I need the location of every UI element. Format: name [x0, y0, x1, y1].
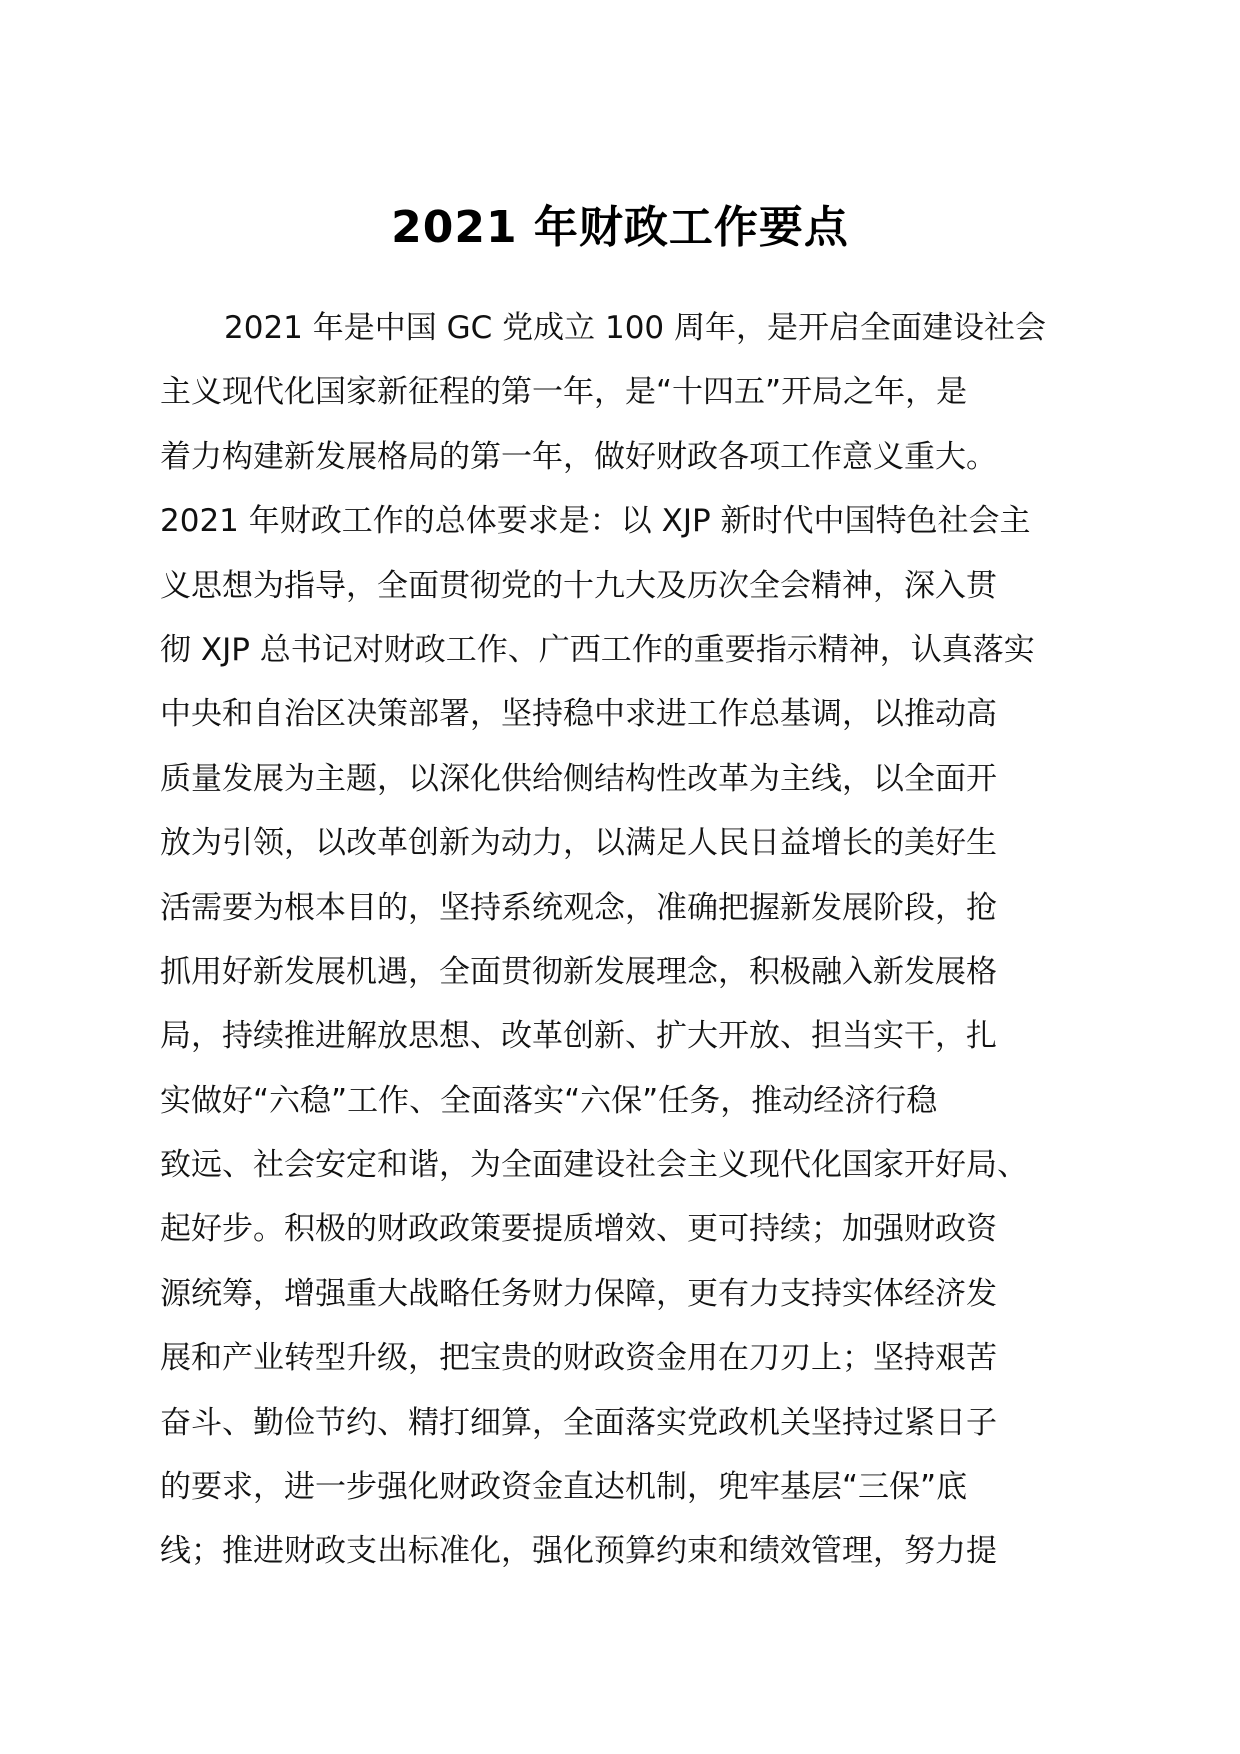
body-line: 放为引领，以改革创新为动力，以满足人民日益增长的美好生	[160, 825, 997, 862]
body-line: 致远、社会安定和谐，为全面建设社会主义现代化国家开好局、	[160, 1147, 1028, 1184]
body-line: 的要求，进一步强化财政资金直达机制，兜牢基层“三保”底	[160, 1469, 968, 1506]
body-line: 起好步。积极的财政政策要提质增效、更可持续；加强财政资	[160, 1211, 997, 1248]
document-title: 2021 年财政工作要点	[391, 202, 849, 253]
body-line: 质量发展为主题，以深化供给侧结构性改革为主线，以全面开	[160, 760, 997, 797]
body-line: 主义现代化国家新征程的第一年，是“十四五”开局之年，是	[160, 374, 968, 411]
body-line: 局，持续推进解放思想、改革创新、扩大开放、担当实干，扎	[160, 1018, 997, 1055]
body-line: 2021 年财政工作的总体要求是：以 XJP 新时代中国特色社会主	[160, 503, 1031, 540]
body-line: 活需要为根本目的，坚持系统观念，准确把握新发展阶段，抢	[160, 889, 997, 926]
body-line: 义思想为指导，全面贯彻党的十九大及历次全会精神，深入贯	[160, 567, 997, 604]
body-line: 着力构建新发展格局的第一年，做好财政各项工作意义重大。	[160, 438, 997, 475]
body-line: 实做好“六稳”工作、全面落实“六保”任务，推动经济行稳	[160, 1082, 938, 1119]
body-line: 源统筹，增强重大战略任务财力保障，更有力支持实体经济发	[160, 1275, 997, 1312]
document-body	[160, 296, 1120, 1584]
body-line: 中央和自治区决策部署，坚持稳中求进工作总基调，以推动高	[160, 696, 997, 733]
body-line: 线；推进财政支出标准化，强化预算约束和绩效管理，努力提	[160, 1533, 997, 1570]
body-line: 2021 年是中国 GC 党成立 100 周年，是开启全面建设社会	[224, 310, 1046, 346]
body-line: 奋斗、勤俭节约、精打细算，全面落实党政机关坚持过紧日子	[160, 1404, 997, 1441]
body-line: 抓用好新发展机遇，全面贯彻新发展理念，积极融入新发展格	[160, 953, 997, 990]
body-line: 展和产业转型升级，把宝贵的财政资金用在刀刃上；坚持艰苦	[160, 1340, 997, 1377]
body-line: 彻 XJP 总书记对财政工作、广西工作的重要指示精神，认真落实	[160, 631, 1035, 668]
